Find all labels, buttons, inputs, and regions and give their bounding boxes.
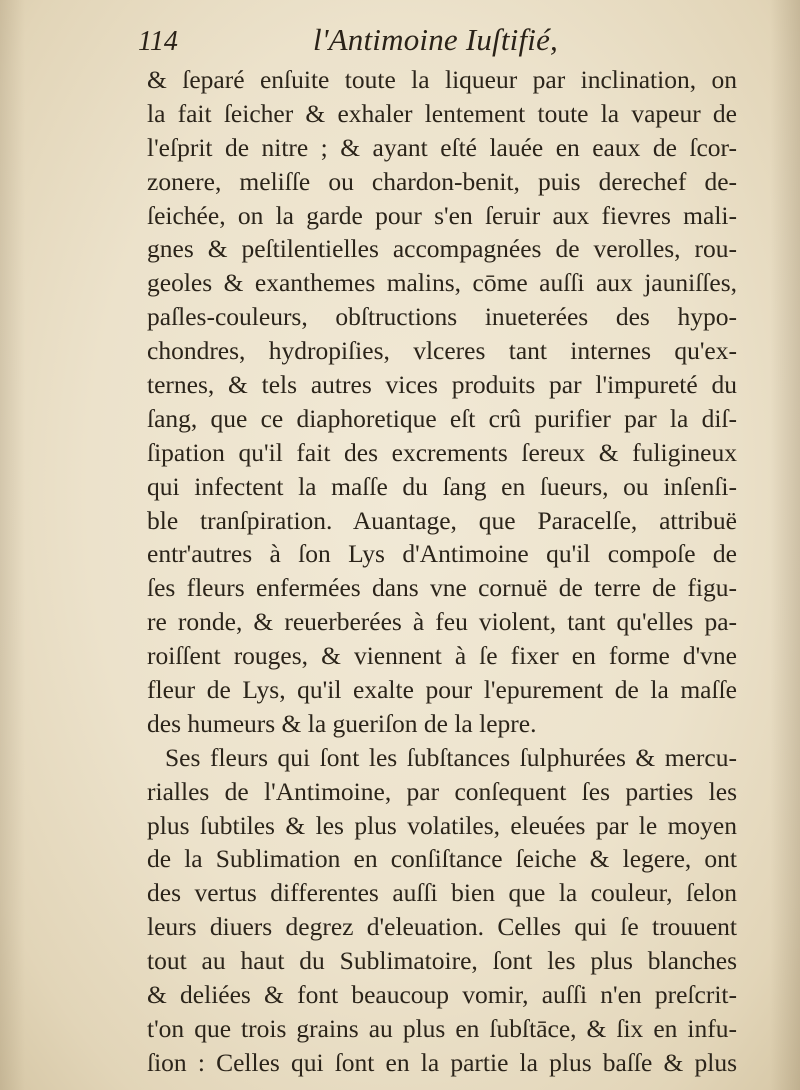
text-line: entr'autres à ſon Lys d'Antimoine qu'il compoſe de xyxy=(147,539,737,569)
text-line: des humeurs & la gueriſon de la lepre. xyxy=(147,708,537,738)
text-line: la fait ſeicher & exhaler lentement toute la vapeur de xyxy=(147,98,737,128)
paragraph-start-line: Ses fleurs qui ſont les ſubſtances ſulphurées & mercu- xyxy=(165,742,737,772)
text-line: & deliées & font beaucoup vomir, auſſi n'en preſcrit- xyxy=(147,980,737,1010)
text-line: leurs diuers degrez d'eleuation. Celles qui ſe trouuent xyxy=(147,912,737,942)
running-title: l'Antimoine Iuſtifié, xyxy=(313,22,559,57)
text-line: ternes, & tels autres vices produits par l'impureté du xyxy=(147,370,737,400)
text-line: l'eſprit de nitre ; & ayant eſté lauée en eaux de ſcor- xyxy=(147,132,737,162)
text-line: zonere, meliſſe ou chardon-benit, puis derechef de- xyxy=(147,166,737,196)
text-line: des vertus differentes auſſi bien que la couleur, ſelon xyxy=(147,878,737,908)
text-line: & ſeparé enſuite toute la liqueur par inclination, on xyxy=(147,65,737,94)
text-line: ſipation qu'il fait des excrements ſereux & fuligineux xyxy=(147,437,737,467)
text-line: ble tranſpiration. Auantage, que Paracelſe, attribuë xyxy=(147,505,737,535)
text-line: rialles de l'Antimoine, par conſequent ſes parties les xyxy=(147,776,737,806)
page-header xyxy=(138,22,738,62)
text-line: paſles-couleurs, obſtructions inueterées des hypo- xyxy=(147,302,737,332)
text-line: tout au haut du Sublimatoire, ſont les plus blanches xyxy=(147,946,737,976)
text-line: plus ſubtiles & les plus volatiles, eleuées par le moyen xyxy=(147,810,737,840)
text-line: chondres, hydropiſies, vlceres tant internes qu'ex- xyxy=(147,336,737,366)
text-line: geoles & exanthemes malins, cōme auſſi aux jauniſſes, xyxy=(147,268,737,298)
text-line: ſeichée, on la garde pour s'en ſeruir aux fievres mali- xyxy=(147,200,737,230)
page-edge-shadow xyxy=(770,0,800,1090)
text-line: de la Sublimation en conſiſtance ſeiche & legere, ont xyxy=(147,844,737,874)
text-line: ſang, que ce diaphoretique eſt crû purifier par la diſ- xyxy=(147,403,737,433)
page-number: 114 xyxy=(138,26,178,57)
text-line: ſes fleurs enfermées dans vne cornuë de terre de figu- xyxy=(147,573,737,603)
body-text xyxy=(147,63,747,1080)
text-line: gnes & peſtilentielles accompagnées de verolles, rou- xyxy=(147,234,737,264)
text-line: re ronde, & reuerberées à feu violent, tant qu'elles pa- xyxy=(147,607,737,637)
text-line: fleur de Lys, qu'il exalte pour l'epurement de la maſſe xyxy=(147,675,737,705)
text-line: roiſſent rouges, & viennent à ſe fixer en forme d'vne xyxy=(147,641,737,671)
text-line: t'on que trois grains au plus en ſubſtāce, & ſix en infu- xyxy=(147,1013,737,1043)
page-gutter-shadow xyxy=(0,0,25,1090)
text-line: ſion : Celles qui ſont en la partie la plus baſſe & plus xyxy=(147,1047,737,1077)
text-line: qui infectent la maſſe du ſang en ſueurs, ou inſenſi- xyxy=(147,471,737,501)
